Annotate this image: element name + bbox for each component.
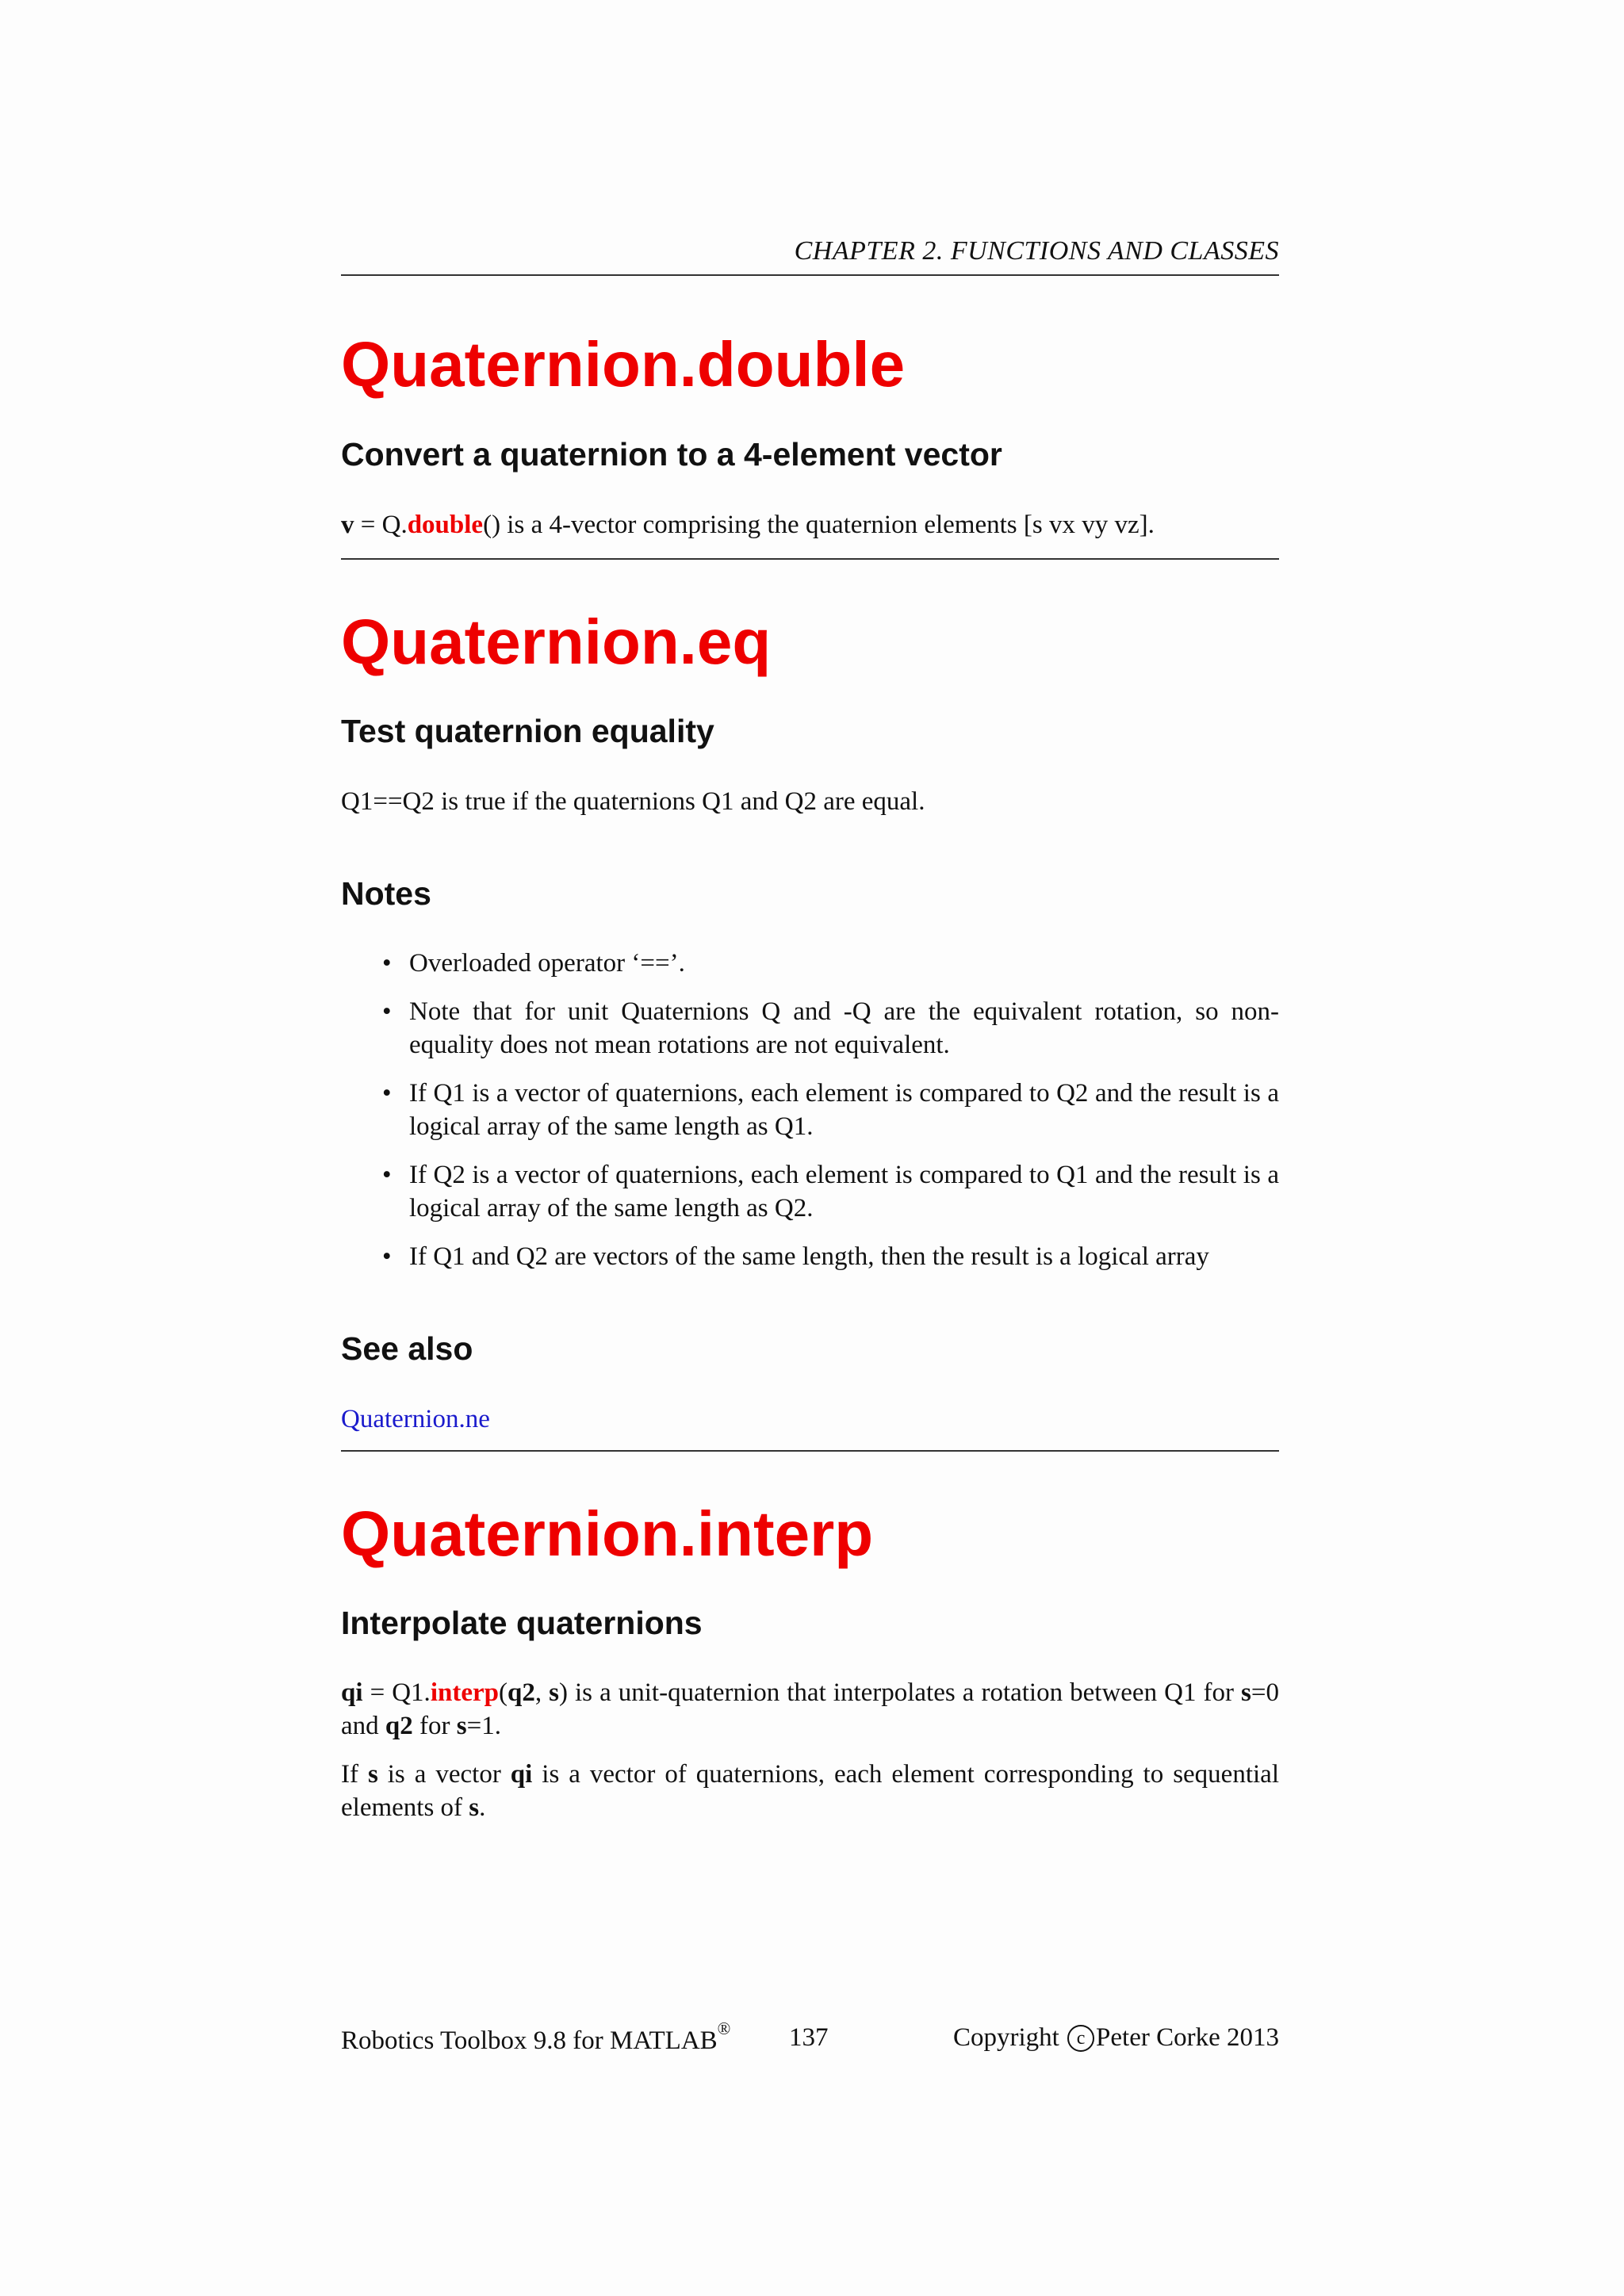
note-item: • If Q1 and Q2 are vectors of the same length, then the result is a logical array [382, 1242, 1209, 1271]
section-title-interp: Quaternion.interp [341, 1498, 874, 1569]
note-item: • Note that for unit Quaternions Q and -Q are the equivalent rotation, so non-equality does not mean rotations are not equivalent. [382, 997, 1279, 1059]
registered-mark: ® [717, 2019, 731, 2038]
var-v: v [341, 511, 354, 539]
footer-copyright: Copyright c Peter Corke 2013 [952, 2023, 1279, 2052]
note-item: • If Q2 is a vector of quaternions, each element is compared to Q1 and the result is a logical array of the same length as Q2. [382, 1161, 1279, 1223]
description-interp: qi = Q1.interp(q2, s) is a unit-quaternion that interpolates a rotation between Q1 for s=0 and q2 for s=1. [341, 1678, 1279, 1740]
see-also-heading: See also [341, 1330, 473, 1367]
description-eq: Q1==Q2 is true if the quaternions Q1 and Q2 are equal. [341, 787, 925, 816]
method-interp: interp [430, 1678, 499, 1707]
page-number: 137 [789, 2023, 829, 2052]
subtitle-interp: Interpolate quaternions [341, 1605, 703, 1641]
subtitle-eq: Test quaternion equality [341, 713, 714, 749]
header-rule [341, 274, 1279, 276]
method-double: double [407, 511, 484, 539]
notes-heading: Notes [341, 875, 431, 912]
description-double: v = Q.double() is a 4-vector comprising the quaternion elements [s vx vy vz]. [341, 511, 1155, 539]
page-footer [341, 2019, 1279, 2063]
section-rule [341, 558, 1279, 560]
section-title-double: Quaternion.double [341, 329, 906, 400]
section-title-eq: Quaternion.eq [341, 607, 772, 677]
notes-list [341, 947, 1279, 1288]
description-interp-2: If s is a vector qi is a vector of quaternions, each element corresponding to sequential elements of s. [341, 1760, 1279, 1822]
copyright-icon: c [1067, 2025, 1094, 2052]
see-also-para [341, 1402, 1279, 1436]
running-head: CHAPTER 2. FUNCTIONS AND CLASSES [794, 236, 1279, 266]
footer-title: Robotics Toolbox 9.8 for MATLAB® [341, 2019, 731, 2055]
note-item: • If Q1 is a vector of quaternions, each element is compared to Q2 and the result is a logical array of the same length as Q1. [382, 1079, 1279, 1141]
note-item: • Overloaded operator ‘==’. [382, 949, 685, 978]
subtitle-double: Convert a quaternion to a 4-element vector [341, 436, 1002, 473]
section-rule [341, 1450, 1279, 1452]
link-quaternion-ne[interactable]: Quaternion.ne [341, 1405, 490, 1433]
